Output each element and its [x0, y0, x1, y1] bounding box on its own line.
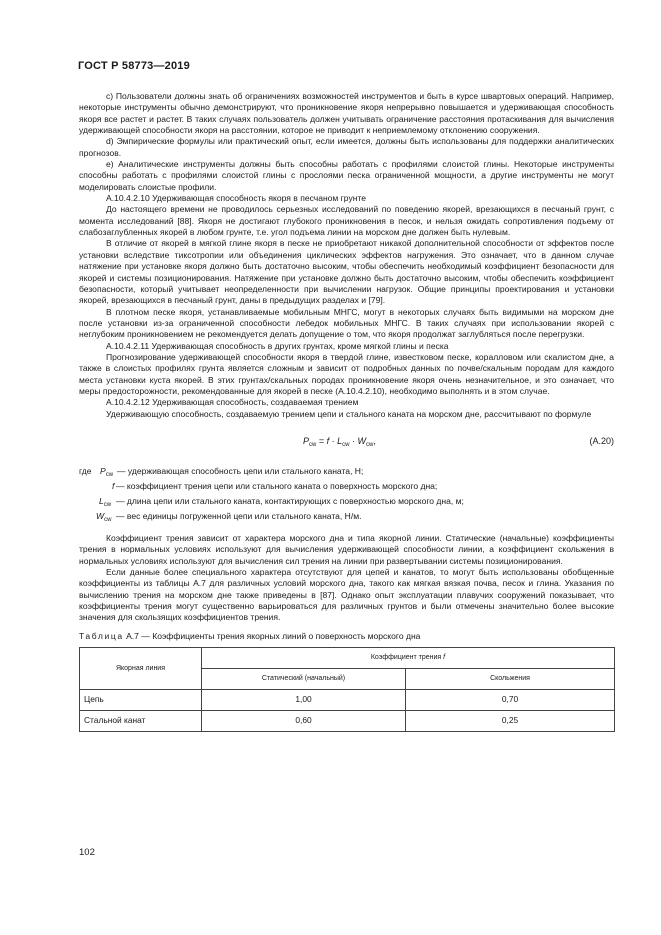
table-cell-sliding: 0,25	[406, 711, 615, 732]
paragraph-generalized-coefficients: Если данные более специального характера отсутствуют для цепей и канатов, то могут быть использованы обобщенные коэффициенты из таблицы А.7 для различных условий морского дна, такого как мягкая вязкая почва, песок и глина. Указания по вычислению трения на морском дне также приведены в [87]. Однако опыт эксплуатации плавучих сооружений показывает, что коэффициенты трения могут существенно варьироваться для различных грунтов и были отмечены значительно более высокие значения для скользящих коэффициентов трения.	[79, 567, 614, 623]
paragraph-e: e) Аналитические инструменты должны быть способны работать с профилями слоистой глины. Некоторые инструменты способны работать с профилями слоистой глины с прослоями песка ограниченной мощности, а другие инструменты не могут моделировать слоистые профили.	[79, 159, 614, 192]
definition-text: — удерживающая способность цепи или стального каната, Н;	[117, 465, 364, 476]
definition-symbol: $P_{cw}$	[100, 465, 114, 478]
paragraph-friction-formula-intro: Удерживающую способность, создаваемую трением цепи и стального каната на морском дне, рассчитывают по формуле	[106, 408, 592, 419]
definition-symbol: $W_{cw}$	[96, 510, 112, 523]
table-header-static: Статический (начальный)	[202, 669, 406, 690]
paragraph-dense-sand: В плотном песке якоря, устанавливаемые мобильным МНГС, могут в некоторых случаях быть видимыми на морском дне после установки из-за ограниченной способности лебедок мобильных МНГС. В таких случаях при использовании якорей с неглубоким проникновением не рекомендуется делать допущение о том, что якоря продолжат заглубляться после перегрузки.	[79, 306, 614, 340]
paragraph-d: d) Эмпирические формулы или практический опыт, если имеется, должны быть использованы для поддержки аналитических прогнозов.	[79, 136, 614, 158]
table-header-line: Якорная линия	[80, 648, 202, 690]
table-cell-static: 1,00	[202, 690, 406, 711]
definition-text: — вес единицы погруженной цепи или стального каната, Н/м.	[116, 510, 362, 521]
definition-item	[79, 495, 614, 510]
table-row	[80, 711, 615, 732]
definition-symbol: f	[112, 480, 115, 491]
definition-item	[79, 480, 614, 495]
paragraph-other-soils: Прогнозирование удерживающей способности якоря в твердой глине, известковом песке, коралловом или скалистом дне, а также в слоистых профилях грунта является сложным и зависит от подробных данных по почве/скальным породам для каждого места установки куста якорей. В этих грунтах/скальных породах проникновение якоря очень незначительное, и это означает, что меры предосторожности, рекомендованные для якорей в песке (А.10.4.2.10), необходимо выполнять и в этом случае.	[79, 351, 614, 396]
table-header-coefficient: Коэффициент трения f	[202, 648, 615, 669]
document-code: ГОСТ Р 58773—2019	[78, 60, 190, 72]
document-body	[79, 91, 614, 732]
section-heading-other-soils: А.10.4.2.11 Удерживающая способность в других грунтах, кроме мягкой глины и песка	[106, 340, 449, 351]
table-caption: Таблица А.7 — Коэффициенты трения якорных линий о поверхность морского дна	[79, 630, 421, 641]
definitions-intro: где	[79, 465, 92, 476]
definition-symbol: $L_{cw}$	[99, 495, 112, 508]
section-heading-friction: А.10.4.2.12 Удерживающая способность, создаваемая трением	[106, 397, 359, 408]
table-row	[80, 690, 615, 711]
definition-item	[79, 510, 614, 525]
table-cell-sliding: 0,70	[406, 690, 615, 711]
definition-text: — коэффициент трения цепи или стального каната о поверхность морского дна;	[116, 480, 438, 491]
definition-text: — длина цепи или стального каната, контактирующих с поверхностью морского дна, м;	[116, 495, 464, 506]
table-cell-static: 0,60	[202, 711, 406, 732]
table-header-sliding: Скольжения	[406, 669, 615, 690]
friction-coefficients-table	[79, 647, 615, 732]
formula-a20	[79, 432, 614, 454]
table-cell-line: Цепь	[80, 690, 202, 711]
formula-definitions	[79, 465, 614, 525]
paragraph-sand-installation: В отличие от якорей в мягкой глине якоря в песке не приобретают никакой дополнительной способности от эффектов после установки вследствие тиксотропии или объединения циклических эффектов нагружения. Это означает, что в данном случае натяжение при установке якоря должно быть достаточно высоким, чтобы обеспечить необходимый коэффициент безопасности для якорей и системы позиционирования. Натяжение при установке должно быть достаточно высоким, чтобы обеспечить коэффициент безопасности, который учитывает неопределенности при вычислении нагрузок. Общие принципы проектирования и установки якорей, врезающихся в песчаный грунт, даны в предыдущих разделах и [79].	[79, 238, 614, 306]
definition-item	[79, 465, 614, 480]
paragraph-friction-dependence: Коэффициент трения зависит от характера морского дна и типа якорной линии. Статические (начальные) коэффициенты трения в нормальных условиях используют для вычисления удерживающей способности линии, а коэффициент скольжения в нормальных условиях используют для вычисления сил трения на линии при развертывании системы позиционирования.	[79, 532, 614, 566]
table-cell-line: Стальной канат	[80, 711, 202, 732]
formula-expression: $P_{cw} = f \cdot L_{cw} \cdot W_{cw}$,	[303, 435, 376, 448]
formula-number: (А.20)	[589, 435, 614, 446]
paragraph-c: c) Пользователи должны знать об ограничениях возможностей инструментов и быть в курсе швартовых операций. Например, некоторые инструменты обычно демонстрируют, что проникновение якоря непрерывно повышается и удерживающая способность якоря все растет и растет. В таких случаях пользователь должен учитывать ограничение расстояния протаскивания для вычисления удерживающей способности якоря на расстоянии, которое не приводит к неприемлемому отклонению сооружения.	[79, 91, 614, 136]
page-number: 102	[79, 847, 95, 858]
paragraph-sand-research: До настоящего времени не проводилось серьезных исследований по поведению якорей, врезающихся в песчаный грунт, с момента исследований [88]. Якоря не достигают глубокого проникновения в песок, и нельзя ожидать сопротивления подъему от слабозаглубленных якорей в любом грунте, т.е. угол подъема линии на морском дне должен быть нулевым.	[79, 204, 614, 238]
section-heading-sand: А.10.4.2.10 Удерживающая способность якоря в песчаном грунте	[106, 193, 367, 204]
